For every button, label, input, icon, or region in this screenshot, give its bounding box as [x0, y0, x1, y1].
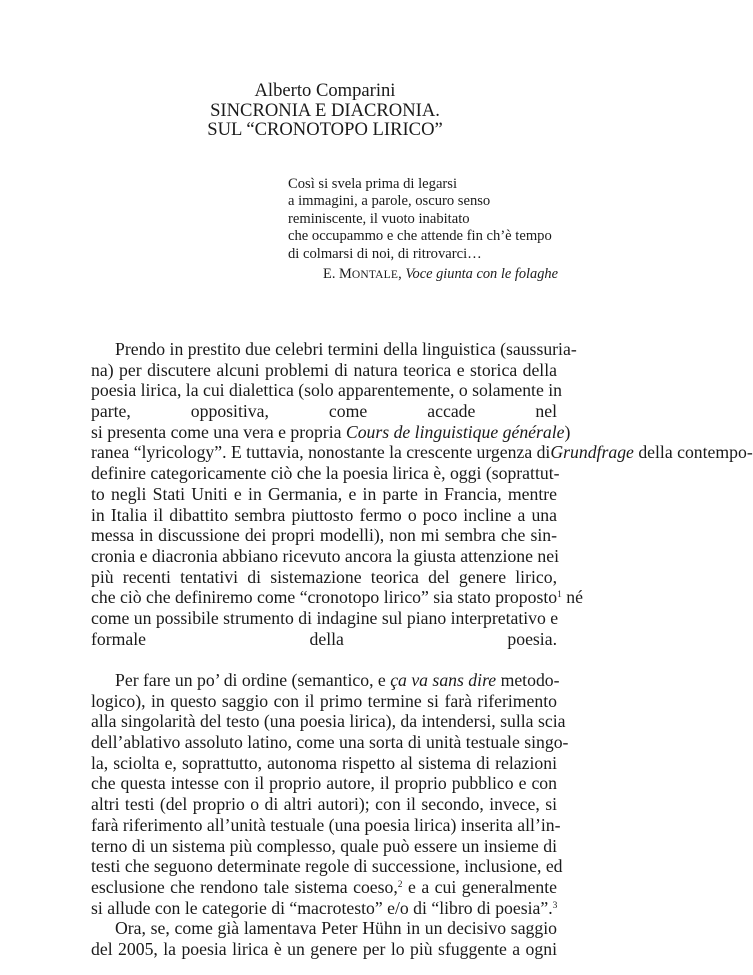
body-line: Ora, se, come già lamentava Peter Hühn in un decisivo saggio [115, 918, 557, 939]
epigraph-line: che occupammo e che attende fin ch’è tempo [288, 228, 552, 245]
attribution-separator: , [398, 266, 406, 283]
body-line: che questa intesse con il proprio autore, il proprio pubblico e con [91, 773, 557, 794]
epigraph [288, 176, 558, 284]
body-line-text: Per fare un po’ di ordine (semantico, e [115, 670, 391, 690]
body-line: testi che seguono determinate regole di successione, inclusione, ed [91, 856, 563, 877]
body-line: cronia e diacronia abbiano ricevuto ancora la giusta attenzione nei [91, 545, 560, 566]
body-line: definire categoricamente ciò che la poesia lirica è, oggi (soprattut- [91, 463, 560, 484]
body-line: logico), in questo saggio con il primo termine si farà riferimento [91, 690, 557, 711]
body-line-text: ranea “lyricology”. E tuttavia, nonostante la crescente urgenza di [91, 442, 551, 463]
body-line [91, 587, 583, 608]
body-line-text: della contempo- [633, 442, 753, 463]
body-line-text: né [561, 587, 583, 608]
attribution-work-title: Voce giunta con le folaghe [405, 266, 558, 283]
epigraph-line: reminiscente, il vuoto inabitato [288, 210, 470, 227]
body-line-text: esclusione che rendono tale sistema coeso, [91, 876, 398, 897]
body-line-text: si allude con le categorie di “macrotesto” e/o di “libro di poesia”. [91, 897, 553, 918]
body-line: del 2005, la poesia lirica è un genere per lo più sfuggente a ogni [91, 938, 557, 959]
author-name: Alberto Comparini [254, 80, 396, 101]
article-title-line-1: SINCRONIA E DIACRONIA. [210, 99, 440, 121]
body-line: in Italia il dibattito sembra piuttosto fermo o poco incline a una [91, 504, 557, 525]
body-text [91, 339, 753, 960]
body-line-text: e a cui generalmente [402, 876, 557, 897]
body-line: poesia lirica, la cui dialettica (solo apparentemente, o solamente in [91, 380, 562, 401]
italic-term: ça va sans dire [390, 670, 497, 690]
epigraph-line: a immagini, a parole, oscuro senso [288, 193, 491, 210]
body-line: terno di un sistema più complesso, quale può essere un insieme di [91, 835, 557, 856]
epigraph-attribution [288, 266, 558, 284]
body-line: messa in discussione dei propri modelli), non mi sembra che sin- [91, 525, 557, 546]
body-line: formale della poesia. [91, 628, 557, 649]
body-line: alla singolarità del testo (una poesia lirica), da intendersi, sulla scia [91, 711, 566, 732]
body-line: più recenti tentativi di sistemazione teorica del genere lirico, [91, 566, 557, 587]
body-line: come un possibile strumento di indagine sul piano interpretativo e [91, 607, 559, 628]
epigraph-line: Così si svela prima di legarsi [288, 176, 458, 192]
body-line [91, 670, 560, 691]
epigraph-line: di colmarsi di noi, di ritrovarci… [288, 245, 482, 262]
body-line [91, 898, 557, 919]
body-line: parte, oppositiva, come accade nel [91, 401, 557, 422]
body-line [91, 649, 557, 670]
attribution-initial: E. M [323, 266, 352, 283]
footnote-marker[interactable]: 2 [397, 879, 403, 890]
body-line: la, sciolta e, soprattutto, autonoma rispetto al sistema di relazioni [91, 752, 557, 773]
body-line: altri testi (del proprio o di altri autori); con il secondo, invece, si [91, 794, 557, 815]
body-line: dell’ablativo assoluto latino, come una sorta di unità testuale singo- [91, 732, 569, 753]
body-line-text: si presenta come una vera e propria [91, 421, 346, 442]
body-line: farà riferimento all’unità testuale (una poesia lirica) inserita all’in- [91, 814, 561, 835]
body-line [91, 442, 753, 463]
body-line: to negli Stati Uniti e in Germania, e in parte in Francia, mentre [91, 483, 557, 504]
footnote-marker[interactable]: 3 [552, 900, 558, 911]
footnote-marker[interactable]: 1 [557, 590, 562, 601]
attribution-surname: ONTALE [351, 269, 399, 282]
article-title-line-2: SUL “CRONOTOPO LIRICO” [207, 119, 443, 140]
body-line-text: ) [564, 421, 571, 442]
article-heading [0, 81, 650, 140]
italic-term: Grundfrage [550, 442, 634, 463]
body-line: Prendo in prestito due celebri termini della linguistica (saussuria- [115, 339, 577, 359]
body-line: na) per discutere alcuni problemi di natura teorica e storica della [91, 359, 557, 380]
body-line [91, 877, 557, 898]
body-line-text: che ciò che definiremo come “cronotopo lirico” sia stato proposto [91, 587, 558, 608]
italic-term: Cours de linguistique générale [345, 421, 565, 442]
body-line-text: metodo- [496, 670, 560, 690]
body-line [91, 421, 571, 443]
